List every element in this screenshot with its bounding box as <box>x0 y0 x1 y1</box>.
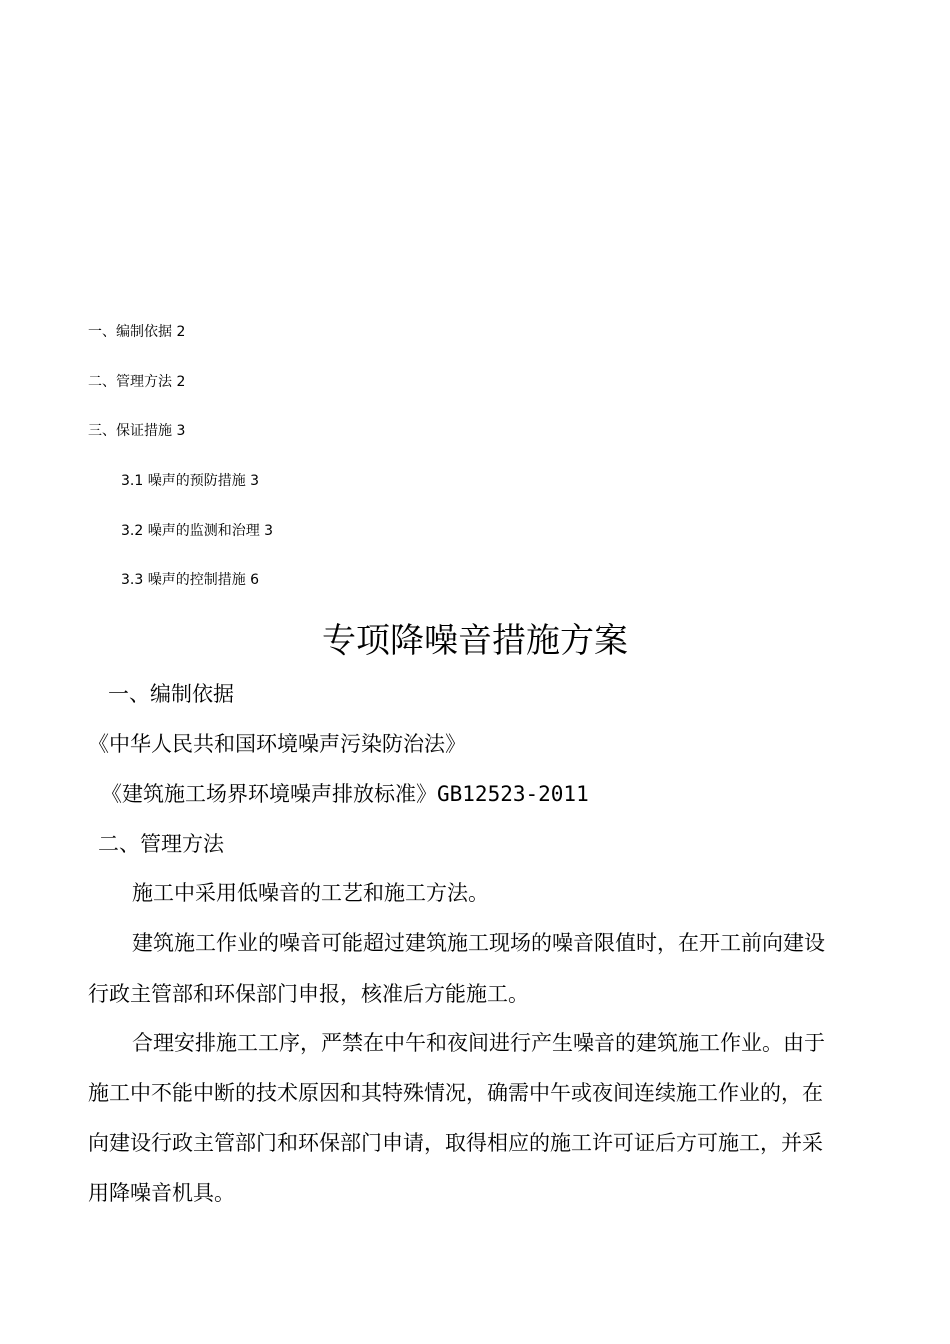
section-heading-basis: 一、编制依据 <box>108 682 234 706</box>
reference-standard-code: GB12523-2011 <box>437 782 589 806</box>
paragraph-schedule-line-4: 用降噪音机具。 <box>88 1181 235 1205</box>
toc-entry-1[interactable]: 一、编制依据 2 <box>88 324 186 340</box>
document-title: 专项降噪音措施方案 <box>322 621 628 661</box>
paragraph-report-line-2: 行政主管部和环保部门申报，核准后方能施工。 <box>88 982 529 1006</box>
toc-entry-3[interactable]: 三、保证措施 3 <box>88 423 186 439</box>
paragraph-schedule-line-1: 合理安排施工工序，严禁在中午和夜间进行产生噪音的建筑施工作业。由于 <box>132 1031 825 1055</box>
paragraph-report-line-1: 建筑施工作业的噪音可能超过建筑施工现场的噪音限值时，在开工前向建设 <box>132 931 825 955</box>
paragraph-schedule-line-2: 施工中不能中断的技术原因和其特殊情况，确需中午或夜间连续施工作业的，在 <box>88 1081 823 1105</box>
toc-entry-3-1[interactable]: 3.1 噪声的预防措施 3 <box>121 473 260 489</box>
toc-entry-2[interactable]: 二、管理方法 2 <box>88 374 186 390</box>
paragraph-low-noise: 施工中采用低噪音的工艺和施工方法。 <box>132 881 489 905</box>
paragraph-schedule-line-3: 向建设行政主管部门和环保部门申请，取得相应的施工许可证后方可施工，并采 <box>88 1131 823 1155</box>
reference-standard-title: 《建筑施工场界环境噪声排放标准》 <box>101 782 437 806</box>
reference-noise-standard <box>101 779 589 809</box>
section-heading-management: 二、管理方法 <box>98 832 224 856</box>
toc-entry-3-3[interactable]: 3.3 噪声的控制措施 6 <box>121 572 260 588</box>
reference-noise-law: 《中华人民共和国环境噪声污染防治法》 <box>88 732 466 756</box>
toc-entry-3-2[interactable]: 3.2 噪声的监测和治理 3 <box>121 523 274 539</box>
